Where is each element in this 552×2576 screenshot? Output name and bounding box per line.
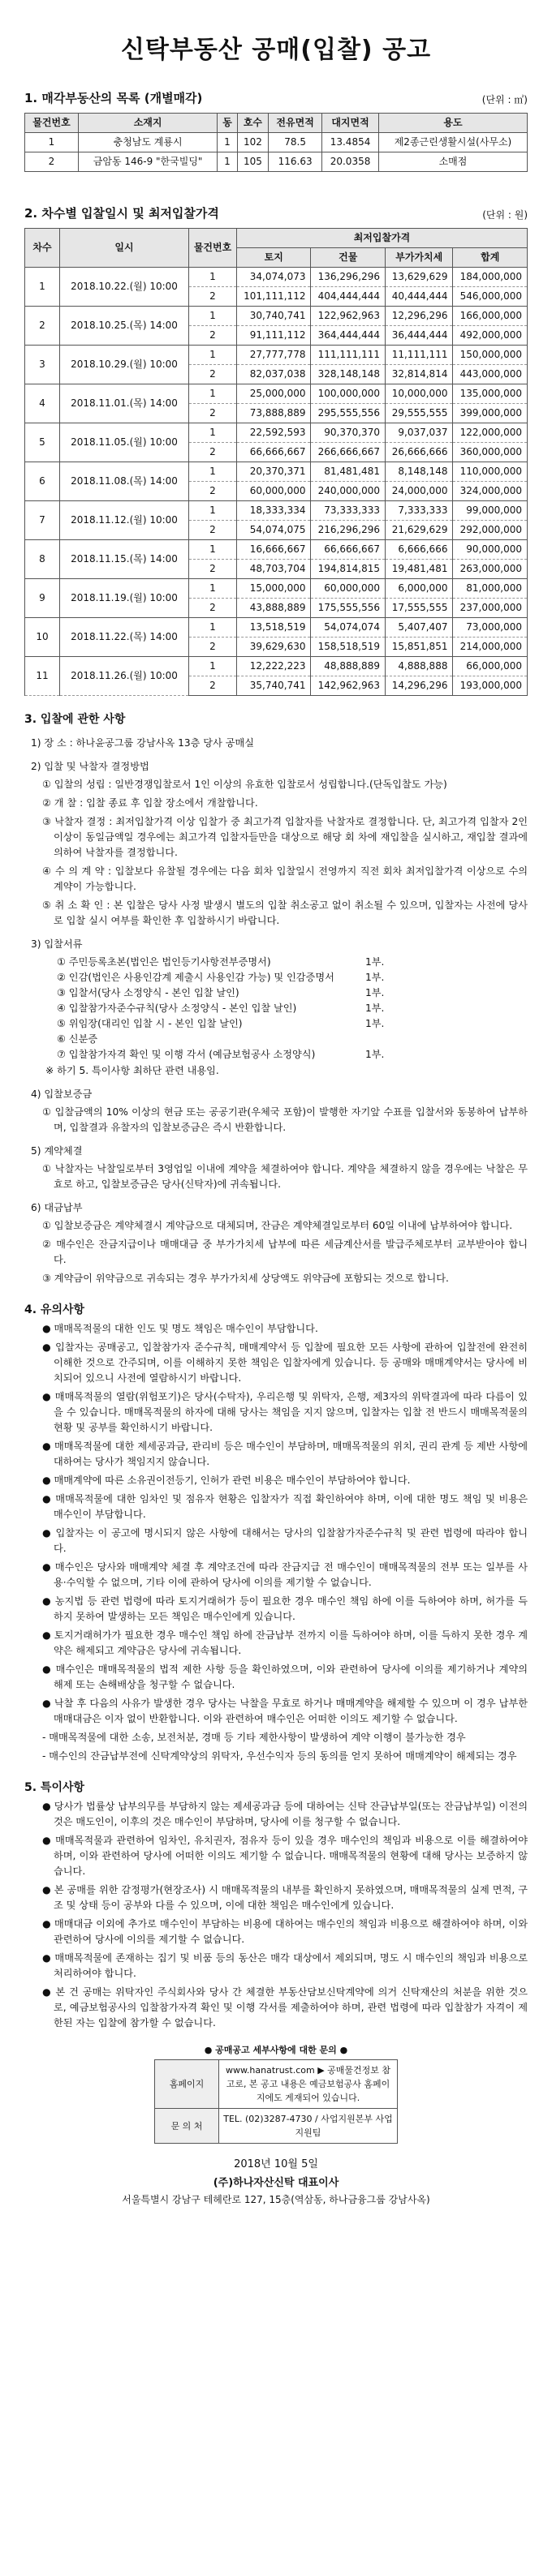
building-price-cell: 54,074,074 — [311, 618, 385, 638]
list-item: ● 매매목적물에 대한 임차인 및 점유자 현황은 입찰자가 직접 확인하여야 하며, 이에 대한 명도 책임 및 비용은 매수인이 부담합니다. — [42, 1493, 528, 1520]
total-price-cell: 66,000,000 — [453, 657, 528, 676]
notice-date: 2018년 10월 5일 — [234, 2158, 318, 2170]
total-price-cell: 166,000,000 — [453, 307, 528, 326]
list-item: ③ 낙찰자 결정 : 최저입찰가격 이상 입찰가 중 최고가격 입찰자를 낙찰자로 결정합니다. 단, 최고가격 입찰자 2인 이상이 동일금액일 경우에는 최고가격 입찰자들만을 대상으로 해당 회 차에 재입찰을 실시하고, 재입찰 결과에 의하여 낙찰자를 결정합니다. — [42, 816, 528, 858]
list-item: ③ 계약금이 위약금으로 귀속되는 경우 부가가치세 상당액도 위약금에 포함되는 것으로 합니다. — [42, 1273, 449, 1284]
land-price-cell: 60,000,000 — [237, 482, 311, 501]
list-item: ● 당사가 법률상 납부의무를 부담하지 않는 제세공과금 등에 대하여는 신탁 잔금납부일(또는 잔금납부일) 이전의 것은 매도인이, 이후의 것은 매수인이 부담하며, 당사에 이를 청구할 수 없습니다. — [42, 1801, 528, 1827]
vat-cell: 19,481,481 — [385, 560, 453, 579]
address: 서울특별시 강남구 테헤란로 127, 15층(역삼동, 하나금융그룹 강남사옥) — [122, 2194, 430, 2205]
item-cell: 1 — [189, 307, 237, 326]
s3-docs-list — [24, 955, 528, 1063]
total-price-cell: 90,000,000 — [453, 540, 528, 560]
item-cell: 1 — [189, 618, 237, 638]
property-table-header — [25, 114, 528, 133]
item-cell: 2 — [189, 326, 237, 346]
table-cell: 102 — [237, 133, 268, 152]
doc-qty: 1부. — [365, 987, 385, 998]
section5-heading: 5. 특이사항 — [24, 1781, 85, 1794]
vat-cell: 12,296,296 — [385, 307, 453, 326]
inquiry-table — [154, 2059, 398, 2144]
datetime-cell: 2018.11.12.(월) 10:00 — [60, 501, 189, 540]
section2-heading: 2. 차수별 입찰일시 및 최저입찰가격 — [24, 206, 219, 221]
doc-qty: 1부. — [365, 1018, 385, 1029]
table-cell: 소매점 — [378, 152, 527, 172]
item-cell: 2 — [189, 482, 237, 501]
table-cell: 78.5 — [269, 133, 322, 152]
item-cell: 2 — [189, 599, 237, 618]
doc-label: ⑥ 신분증 — [57, 1033, 98, 1045]
s3-method-list — [24, 777, 528, 929]
total-price-cell: 99,000,000 — [453, 501, 528, 521]
col-vat: 부가가치세 — [385, 248, 453, 268]
bid-schedule-table — [24, 228, 528, 696]
building-price-cell: 266,666,667 — [311, 443, 385, 462]
total-price-cell: 81,000,000 — [453, 579, 528, 599]
building-price-cell: 122,962,963 — [311, 307, 385, 326]
s3-deposit-heading: 4) 입찰보증금 — [31, 1088, 93, 1100]
table-row — [25, 657, 528, 676]
table-row — [25, 618, 528, 638]
total-price-cell: 110,000,000 — [453, 462, 528, 482]
list-item: ● 매매목적물에 대한 제세공과금, 관리비 등은 매수인이 부담하며, 매매목적물의 위치, 권리 관계 등 제반 사항에 대하여는 당사가 책임지지 않습니다. — [42, 1440, 528, 1467]
contact-label: 문 의 처 — [155, 2109, 219, 2144]
item-cell: 1 — [189, 346, 237, 365]
list-item: ● 농지법 등 관련 법령에 따라 토지거래허가 등이 필요한 경우 매수인 책임 하에 이를 득하여야 하며, 허가를 득하지 못하여 발생하는 모든 책임은 매수인에게 있습니다. — [42, 1595, 528, 1622]
list-item: ① 입찰금액의 10% 이상의 현금 또는 공공기관(우체국 포함)이 발행한 자기앞 수표를 입찰서와 동봉하여 납부하며, 입찰결과 유찰자의 입찰보증금은 즉시 반환합니다. — [42, 1106, 528, 1133]
table-row — [25, 384, 528, 404]
building-price-cell: 175,555,556 — [311, 599, 385, 618]
building-price-cell: 216,296,296 — [311, 521, 385, 540]
document-page — [24, 0, 528, 2206]
building-price-cell: 90,370,370 — [311, 423, 385, 443]
round-cell: 11 — [25, 657, 60, 696]
list-item: - 매수인의 잔금납부전에 신탁계약상의 위탁자, 우선수익자 등의 동의를 얻지 못하여 매매계약이 해제되는 경우 — [42, 1750, 517, 1762]
col-datetime: 일시 — [60, 229, 189, 268]
property-col-header: 대지면적 — [322, 114, 379, 133]
building-price-cell: 142,962,963 — [311, 676, 385, 696]
list-item: ● 본 건 공매는 위탁자인 주식회사와 당사 간 체결한 부동산담보신탁계약에 의거 신탁재산의 처분을 위한 것으로, 예금보험공사의 입찰참가자격 확인 및 이행 각서를 제출하여야 하며, 관련 법령에 따라 입찰참가 자격이 제한된 자는 입찰에 참가할 수 없습니다. — [42, 1986, 528, 2029]
section3 — [24, 712, 528, 2031]
table-row — [25, 501, 528, 521]
list-item: ① 입찰보증금은 계약체결시 계약금으로 대체되며, 잔금은 계약체결일로부터 60일 이내에 납부하여야 합니다. — [42, 1220, 513, 1231]
datetime-cell: 2018.11.22.(목) 14:00 — [60, 618, 189, 657]
table-row — [25, 346, 528, 365]
list-item: ● 입찰자는 공매공고, 입찰참가자 준수규칙, 매매계약서 등 입찰에 필요한 모든 사항에 관하여 입찰전에 완전히 이해한 것으로 간주되며, 이를 이해하지 못한 책임은 입찰자에게 있습니다. 등 공매와 매매계약서는 당사에 비치되어 있으니 사전에 열람하시기 바랍니다. — [42, 1342, 528, 1384]
round-cell: 7 — [25, 501, 60, 540]
building-price-cell: 81,481,481 — [311, 462, 385, 482]
total-price-cell: 399,000,000 — [453, 404, 528, 423]
table-row — [25, 462, 528, 482]
item-cell: 1 — [189, 540, 237, 560]
building-price-cell: 73,333,333 — [311, 501, 385, 521]
table-cell: 금암동 146-9 "한국빌딩" — [78, 152, 217, 172]
list-item: ● 입찰자는 이 공고에 명시되지 않은 사항에 대해서는 당사의 입찰참가자준수규칙 및 관련 법령에 따라야 합니다. — [42, 1527, 528, 1554]
list-item: ● 매매목적물의 대한 인도 및 명도 책임은 매수인이 부담합니다. — [42, 1323, 318, 1334]
signature: (주)하나자산신탁 대표이사 — [213, 2177, 339, 2189]
list-item: ● 매매목적물에 존재하는 집기 및 비품 등의 동산은 매각 대상에서 제외되며, 명도 시 매수인의 책임과 비용으로 처리하여야 합니다. — [42, 1952, 528, 1979]
land-price-cell: 30,740,741 — [237, 307, 311, 326]
total-price-cell: 135,000,000 — [453, 384, 528, 404]
list-item: ⑤ 취 소 확 인 : 본 입찰은 당사 사정 발생시 별도의 입찰 취소공고 없이 취소될 수 있으며, 입찰자는 사전에 당사로 입찰 실시 여부를 확인한 후 입찰하시기 바랍니다. — [42, 899, 528, 926]
building-price-cell: 48,888,889 — [311, 657, 385, 676]
section1-unit: (단위 : ㎡) — [481, 94, 528, 105]
datetime-cell: 2018.11.19.(월) 10:00 — [60, 579, 189, 618]
table-cell: 1 — [25, 133, 79, 152]
item-cell: 1 — [189, 423, 237, 443]
datetime-cell: 2018.11.15.(목) 14:00 — [60, 540, 189, 579]
s3-payment-heading: 6) 대금납부 — [31, 1202, 83, 1213]
datetime-cell: 2018.11.01.(목) 14:00 — [60, 384, 189, 423]
inquiry-box — [154, 2044, 398, 2144]
website-label: 홈페이지 — [155, 2060, 219, 2109]
vat-cell: 26,666,666 — [385, 443, 453, 462]
item-cell: 2 — [189, 365, 237, 384]
doc-qty: 1부. — [365, 956, 385, 968]
doc-label: ① 주민등록초본(법인은 법인등기사항전부증명서) — [57, 956, 271, 968]
col-price: 최저입찰가격 — [237, 229, 528, 248]
vat-cell: 36,444,444 — [385, 326, 453, 346]
item-cell: 2 — [189, 638, 237, 657]
land-price-cell: 66,666,667 — [237, 443, 311, 462]
item-cell: 2 — [189, 443, 237, 462]
doc-qty: 1부. — [365, 1049, 385, 1060]
building-price-cell: 328,148,148 — [311, 365, 385, 384]
table-row — [25, 152, 528, 172]
total-price-cell: 184,000,000 — [453, 268, 528, 287]
vat-cell: 4,888,888 — [385, 657, 453, 676]
total-price-cell: 324,000,000 — [453, 482, 528, 501]
s3-contract-list — [24, 1161, 528, 1192]
land-price-cell: 12,222,223 — [237, 657, 311, 676]
doc-qty: 1부. — [365, 1002, 385, 1014]
property-list-table — [24, 113, 528, 172]
table-cell: 제2종근린생활시설(사무소) — [378, 133, 527, 152]
total-price-cell: 492,000,000 — [453, 326, 528, 346]
item-cell: 1 — [189, 579, 237, 599]
land-price-cell: 54,074,075 — [237, 521, 311, 540]
building-price-cell: 158,518,519 — [311, 638, 385, 657]
list-item: ● 본 공매를 위한 감정평가(현장조사) 시 매매목적물의 내부를 확인하지 못하였으며, 매매목적물의 실제 면적, 구조 및 상태 등이 공부와 다를 수 있으며, 이에 대한 책임은 매수인에게 있습니다. — [42, 1884, 528, 1911]
list-item: ● 매매대금 이외에 추가로 매수인이 부담하는 비용에 대하여는 매수인의 책임과 비용으로 해결하여야 하며, 이와 관련하여 당사에 이의를 제기할 수 없습니다. — [42, 1918, 528, 1945]
s3-deposit-list — [24, 1105, 528, 1136]
round-cell: 3 — [25, 346, 60, 384]
land-price-cell: 39,629,630 — [237, 638, 311, 657]
building-price-cell: 364,444,444 — [311, 326, 385, 346]
datetime-cell: 2018.11.05.(월) 10:00 — [60, 423, 189, 462]
total-price-cell: 546,000,000 — [453, 287, 528, 307]
list-item: ● 매수인은 당사와 매매계약 체결 후 계약조건에 따라 잔금지급 전 매수인이 매매목적물의 전부 또는 일부를 사용·수익할 수 없으며, 기타 이에 관하여 당사에 이의를 제기할 수 없습니다. — [42, 1561, 528, 1588]
total-price-cell: 193,000,000 — [453, 676, 528, 696]
table-cell: 20.0358 — [322, 152, 379, 172]
vat-cell: 40,444,444 — [385, 287, 453, 307]
table-cell: 충청남도 계룡시 — [78, 133, 217, 152]
page-title: 신탁부동산 공매(입찰) 공고 — [120, 36, 432, 64]
s3-docs-heading: 3) 입찰서류 — [31, 938, 83, 950]
property-col-header: 용도 — [378, 114, 527, 133]
section1-heading: 1. 매각부동산의 목록 (개별매각) — [24, 91, 203, 105]
item-cell: 2 — [189, 521, 237, 540]
datetime-cell: 2018.10.22.(월) 10:00 — [60, 268, 189, 307]
table-cell: 2 — [25, 152, 79, 172]
list-item: ● 매매목적물과 관련하여 임차인, 유치권자, 점유자 등이 있을 경우 매수인의 책임과 비용으로 이를 해결하여야 하며, 이와 관련하여 당사에 어떠한 이의도 제기할 수 없습니다. 매매목적물의 현황에 대해 당사는 보증하지 않습니다. — [42, 1835, 528, 1877]
contact-text: TEL. (02)3287-4730 / 사업지원본부 사업지원팀 — [219, 2109, 398, 2144]
table-cell: 1 — [218, 152, 238, 172]
section3-heading: 3. 입찰에 관한 사항 — [24, 713, 126, 726]
table-row — [25, 423, 528, 443]
col-item: 물건번호 — [189, 229, 237, 268]
item-cell: 2 — [189, 676, 237, 696]
vat-cell: 32,814,814 — [385, 365, 453, 384]
doc-row — [57, 1001, 528, 1016]
building-price-cell: 100,000,000 — [311, 384, 385, 404]
section4-list — [24, 1321, 528, 1764]
round-cell: 2 — [25, 307, 60, 346]
doc-row — [57, 1047, 528, 1063]
s3-payment-list — [24, 1218, 528, 1286]
building-price-cell: 194,814,815 — [311, 560, 385, 579]
section5-list — [24, 1799, 528, 2031]
doc-row — [57, 955, 528, 970]
list-item: ② 매수인은 잔금지급이나 매매대금 중 부가가치세 납부에 따른 세금계산서를 발급주체로부터 교부받아야 합니다. — [42, 1239, 528, 1265]
doc-row — [57, 970, 528, 985]
table-row — [25, 268, 528, 287]
item-cell: 1 — [189, 657, 237, 676]
vat-cell: 6,000,000 — [385, 579, 453, 599]
building-price-cell: 404,444,444 — [311, 287, 385, 307]
total-price-cell: 214,000,000 — [453, 638, 528, 657]
round-cell: 6 — [25, 462, 60, 501]
datetime-cell: 2018.10.25.(목) 14:00 — [60, 307, 189, 346]
doc-row — [57, 1016, 528, 1032]
vat-cell: 13,629,629 — [385, 268, 453, 287]
building-price-cell: 111,111,111 — [311, 346, 385, 365]
list-item: ④ 수 의 계 약 : 입찰보다 유찰될 경우에는 다음 회차 입찰일시 전영까지 직전 회차 최저입찰가격 이상으로 수의계약이 가능합니다. — [42, 865, 528, 892]
building-price-cell: 60,000,000 — [311, 579, 385, 599]
building-price-cell: 66,666,667 — [311, 540, 385, 560]
table-cell: 116.63 — [269, 152, 322, 172]
section1-header — [24, 89, 528, 106]
property-col-header: 동 — [218, 114, 238, 133]
vat-cell: 15,851,851 — [385, 638, 453, 657]
total-price-cell: 292,000,000 — [453, 521, 528, 540]
list-item: ② 개 찰 : 입찰 종료 후 입찰 장소에서 개찰합니다. — [42, 797, 258, 809]
total-price-cell: 443,000,000 — [453, 365, 528, 384]
list-item: ● 매수인은 매매목적물의 법적 제한 사항 등을 확인하였으며, 이와 관련하여 당사에 이의를 제기하거나 계약의 해제 또는 손해배상을 청구할 수 없습니다. — [42, 1664, 528, 1690]
total-price-cell: 122,000,000 — [453, 423, 528, 443]
vat-cell: 9,037,037 — [385, 423, 453, 443]
table-cell: 13.4854 — [322, 133, 379, 152]
col-building: 건물 — [311, 248, 385, 268]
item-cell: 2 — [189, 287, 237, 307]
land-price-cell: 13,518,519 — [237, 618, 311, 638]
vat-cell: 7,333,333 — [385, 501, 453, 521]
vat-cell: 17,555,555 — [385, 599, 453, 618]
land-price-cell: 35,740,741 — [237, 676, 311, 696]
doc-label: ③ 입찰서(당사 소정양식 - 본인 입찰 날인) — [57, 987, 239, 998]
datetime-cell: 2018.10.29.(월) 10:00 — [60, 346, 189, 384]
land-price-cell: 27,777,778 — [237, 346, 311, 365]
round-cell: 5 — [25, 423, 60, 462]
s3-docs-note: ※ 하기 5. 특이사항 최하단 관련 내용임. — [45, 1065, 219, 1076]
doc-row — [57, 985, 528, 1001]
col-total: 합계 — [453, 248, 528, 268]
total-price-cell: 360,000,000 — [453, 443, 528, 462]
table-cell: 1 — [218, 133, 238, 152]
vat-cell: 5,407,407 — [385, 618, 453, 638]
vat-cell: 29,555,555 — [385, 404, 453, 423]
round-cell: 4 — [25, 384, 60, 423]
doc-label: ④ 입찰참가자준수규칙(당사 소정양식 - 본인 입찰 날인) — [57, 1002, 297, 1014]
land-price-cell: 91,111,112 — [237, 326, 311, 346]
item-cell: 1 — [189, 384, 237, 404]
land-price-cell: 25,000,000 — [237, 384, 311, 404]
land-price-cell: 101,111,112 — [237, 287, 311, 307]
land-price-cell: 16,666,667 — [237, 540, 311, 560]
doc-qty: 1부. — [365, 972, 385, 983]
property-col-header: 호수 — [237, 114, 268, 133]
land-price-cell: 48,703,704 — [237, 560, 311, 579]
building-price-cell: 240,000,000 — [311, 482, 385, 501]
vat-cell: 21,629,629 — [385, 521, 453, 540]
total-price-cell: 73,000,000 — [453, 618, 528, 638]
land-price-cell: 20,370,371 — [237, 462, 311, 482]
list-item: ● 토지거래허가가 필요한 경우 매수인 책임 하에 잔금납부 전까지 이를 득하여야 하며, 이를 득하지 못한 경우 계약은 해제되고 계약금은 당사에 귀속됩니다. — [42, 1629, 528, 1656]
table-row — [25, 133, 528, 152]
land-price-cell: 43,888,889 — [237, 599, 311, 618]
vat-cell: 11,111,111 — [385, 346, 453, 365]
land-price-cell: 34,074,073 — [237, 268, 311, 287]
round-cell: 1 — [25, 268, 60, 307]
item-cell: 1 — [189, 501, 237, 521]
total-price-cell: 150,000,000 — [453, 346, 528, 365]
land-price-cell: 15,000,000 — [237, 579, 311, 599]
table-cell: 105 — [237, 152, 268, 172]
table-row — [25, 540, 528, 560]
table-row — [25, 579, 528, 599]
property-col-header: 전유면적 — [269, 114, 322, 133]
property-col-header: 소재지 — [78, 114, 217, 133]
datetime-cell: 2018.11.08.(목) 14:00 — [60, 462, 189, 501]
land-price-cell: 22,592,593 — [237, 423, 311, 443]
list-item: ① 입찰의 성립 : 일반경쟁입찰로서 1인 이상의 유효한 입찰로서 성립합니다.(단독입찰도 가능) — [42, 779, 447, 790]
inquiry-caption: ● 공매공고 세부사항에 대한 문의 ● — [204, 2045, 348, 2055]
property-col-header: 물건번호 — [25, 114, 79, 133]
list-item: ● 낙찰 후 다음의 사유가 발생한 경우 당사는 낙찰을 무효로 하거나 매매계약을 해제할 수 있으며 이 경우 납부한 매매대금은 이자 없이 반환합니다. 이와 관련하여 매수인은 어떠한 이의도 제기할 수 없습니다. — [42, 1698, 528, 1724]
land-price-cell: 18,333,334 — [237, 501, 311, 521]
section2-header — [24, 204, 528, 221]
list-item: ● 매매계약에 따른 소유권이전등기, 인허가 관련 비용은 매수인이 부담하여야 합니다. — [42, 1475, 411, 1486]
section4-heading: 4. 유의사항 — [24, 1303, 85, 1316]
doc-label: ⑦ 입찰참가자격 확인 및 이행 각서 (예금보험공사 소정양식) — [57, 1049, 316, 1060]
s3-contract-heading: 5) 계약체결 — [31, 1145, 83, 1157]
col-land: 토지 — [237, 248, 311, 268]
s3-place: 1) 장 소 : 하나윤공그룹 강남사옥 13층 당사 공매실 — [31, 737, 255, 749]
list-item: ● 매매목적물의 열람(위험포기)은 당사(수탁자), 우리은행 및 위탁자, 은행, 제3자의 위탁결과에 따라 다름이 있을 수 있습니다. 매매목적물의 하자에 대해 당사는 책임을 지지 않으며, 입찰자는 입찰 전 반드시 매매목적물의 현황 및 공부를 확인하시기 바랍니다. — [42, 1391, 528, 1433]
item-cell: 2 — [189, 560, 237, 579]
item-cell: 2 — [189, 404, 237, 423]
doc-label: ② 인감(법인은 사용인감계 제출시 사용인감 가능) 및 인감증명서 — [57, 972, 334, 983]
list-item: ① 낙찰자는 낙찰일로부터 3영업일 이내에 계약을 체결하여야 합니다. 계약을 체결하지 않을 경우에는 낙찰은 무효로 하고, 입찰보증금은 당사(신탁자)에 귀속됩니다. — [42, 1163, 528, 1190]
datetime-cell: 2018.11.26.(월) 10:00 — [60, 657, 189, 696]
land-price-cell: 73,888,889 — [237, 404, 311, 423]
item-cell: 1 — [189, 462, 237, 482]
list-item: - 매매목적물에 대한 소송, 보전처분, 경매 등 기타 제한사항이 발생하여 계약 이행이 불가능한 경우 — [42, 1732, 466, 1743]
section2-unit: (단위 : 원) — [482, 209, 528, 221]
total-price-cell: 237,000,000 — [453, 599, 528, 618]
round-cell: 10 — [25, 618, 60, 657]
vat-cell: 8,148,148 — [385, 462, 453, 482]
doc-label: ⑤ 위임장(대리인 입찰 시 - 본인 입찰 날인) — [57, 1018, 243, 1029]
land-price-cell: 82,037,038 — [237, 365, 311, 384]
vat-cell: 10,000,000 — [385, 384, 453, 404]
col-round: 차수 — [25, 229, 60, 268]
doc-row — [57, 1032, 528, 1047]
s3-method-heading: 2) 입찰 및 낙찰자 결정방법 — [31, 761, 149, 772]
building-price-cell: 136,296,296 — [311, 268, 385, 287]
round-cell: 9 — [25, 579, 60, 618]
vat-cell: 14,296,296 — [385, 676, 453, 696]
vat-cell: 24,000,000 — [385, 482, 453, 501]
vat-cell: 6,666,666 — [385, 540, 453, 560]
round-cell: 8 — [25, 540, 60, 579]
table-row — [25, 307, 528, 326]
website-text[interactable]: www.hanatrust.com ▶ 공매물건정보 참고로, 본 공고 내용은 예금보험공사 홈페이지에도 게재되어 있습니다. — [219, 2060, 398, 2109]
item-cell: 1 — [189, 268, 237, 287]
building-price-cell: 295,555,556 — [311, 404, 385, 423]
total-price-cell: 263,000,000 — [453, 560, 528, 579]
